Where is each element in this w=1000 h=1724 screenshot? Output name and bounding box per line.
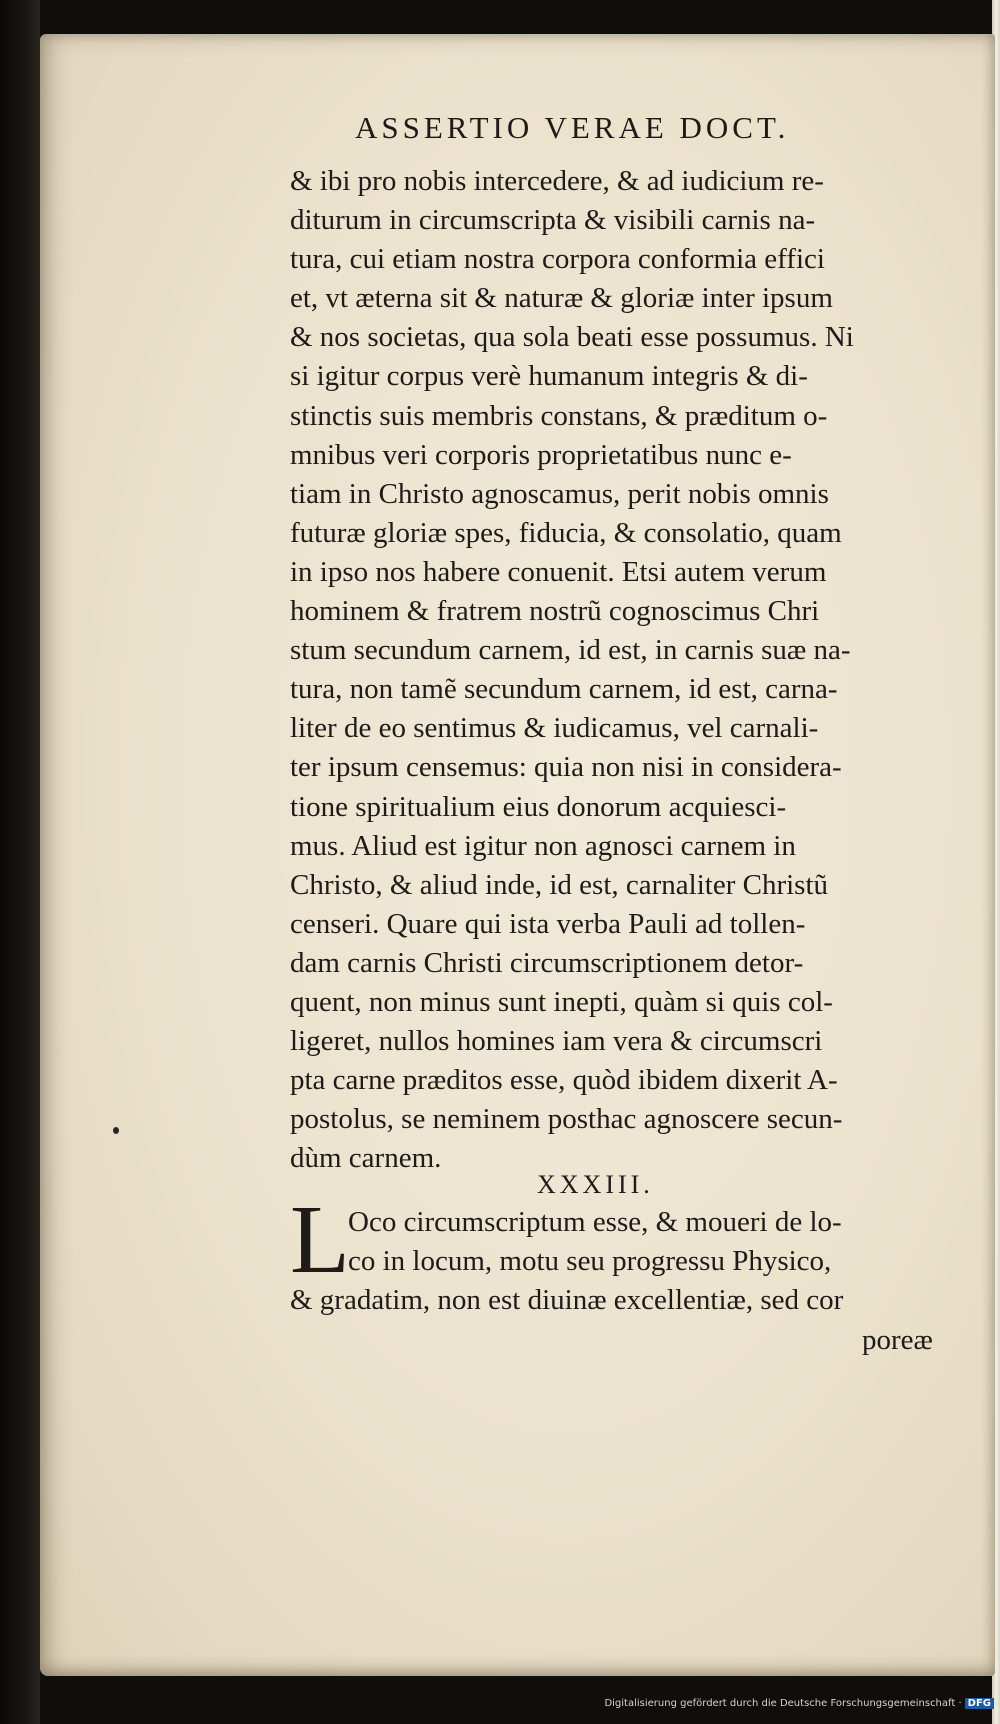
text-line: censeri. Quare qui ista verba Pauli ad tollen- — [290, 907, 806, 940]
text-line: & nos societas, qua sola beati esse possumus. Ni — [290, 321, 854, 354]
text-line: & ibi pro nobis intercedere, & ad iudicium re- — [290, 165, 824, 197]
text-line: Christo, & aliud inde, id est, carnaliter Christũ — [290, 868, 829, 901]
text-line: tura, cui etiam nostra corpora conformia effici — [290, 243, 825, 276]
text-line: tura, non tamẽ secundum carnem, id est, carna- — [290, 673, 838, 706]
running-title: ASSERTIO VERAE DOCT. — [355, 110, 790, 145]
text-line: in ipso nos habere conuenit. Etsi autem verum — [290, 555, 827, 588]
text-line: tiam in Christo agnoscamus, perit nobis omnis — [290, 477, 829, 510]
text-line: mus. Aliud est igitur non agnosci carnem in — [290, 829, 796, 862]
text-line: mnibus veri corporis proprietatibus nunc e- — [290, 438, 792, 471]
text-line: ter ipsum censemus: quia non nisi in considera- — [290, 751, 842, 784]
text-line: futuræ gloriæ spes, fiducia, & consolatio, quam — [290, 516, 842, 549]
dfg-logo-icon: DFG — [965, 1698, 994, 1709]
section-text-block — [290, 1203, 962, 1320]
text-line: dam carnis Christi circumscriptionem detor- — [290, 946, 804, 979]
text-line: ligeret, nullos homines iam vera & circumscri — [290, 1025, 823, 1058]
main-text-block — [290, 162, 962, 1178]
section-text-line: co in locum, motu seu progressu Physico, — [348, 1245, 832, 1278]
text-line: postolus, se neminem posthac agnoscere secun- — [290, 1103, 843, 1136]
text-line: quent, non minus sunt inepti, quàm si quis col- — [290, 985, 833, 1018]
section-number: XXXIII. — [537, 1170, 654, 1199]
credit-text: Digitalisierung gefördert durch die Deutsche Forschungsgemeinschaft · — [604, 1698, 962, 1709]
section-text-line: Oco circumscriptum esse, & moueri de lo- — [348, 1206, 842, 1238]
binding-shadow — [0, 0, 40, 1724]
text-line: et, vt æterna sit & naturæ & gloriæ inter ipsum — [290, 282, 833, 315]
text-line: stum secundum carnem, id est, in carnis suæ na- — [290, 634, 851, 667]
text-line: stinctis suis membris constans, & præditum o- — [290, 399, 828, 432]
text-line: hominem & fratrem nostrũ cognoscimus Chri — [290, 595, 820, 628]
ink-speck — [113, 1127, 119, 1134]
text-line: liter de eo sentimus & iudicamus, vel carnali- — [290, 712, 819, 745]
text-line: diturum in circumscripta & visibili carnis na- — [290, 204, 816, 237]
digitization-credit — [604, 1698, 994, 1709]
drop-capital: L — [290, 1186, 350, 1294]
text-line: tione spiritualium eius donorum acquiesci- — [290, 790, 787, 823]
text-line: si igitur corpus verè humanum integris & di- — [290, 360, 808, 393]
text-line: pta carne præditos esse, quòd ibidem dixerit A- — [290, 1064, 838, 1097]
catchword: poreæ — [862, 1324, 933, 1356]
section-text-line: & gradatim, non est diuinæ excellentiæ, sed cor — [290, 1284, 844, 1317]
text-line: dùm carnem. — [290, 1142, 442, 1175]
